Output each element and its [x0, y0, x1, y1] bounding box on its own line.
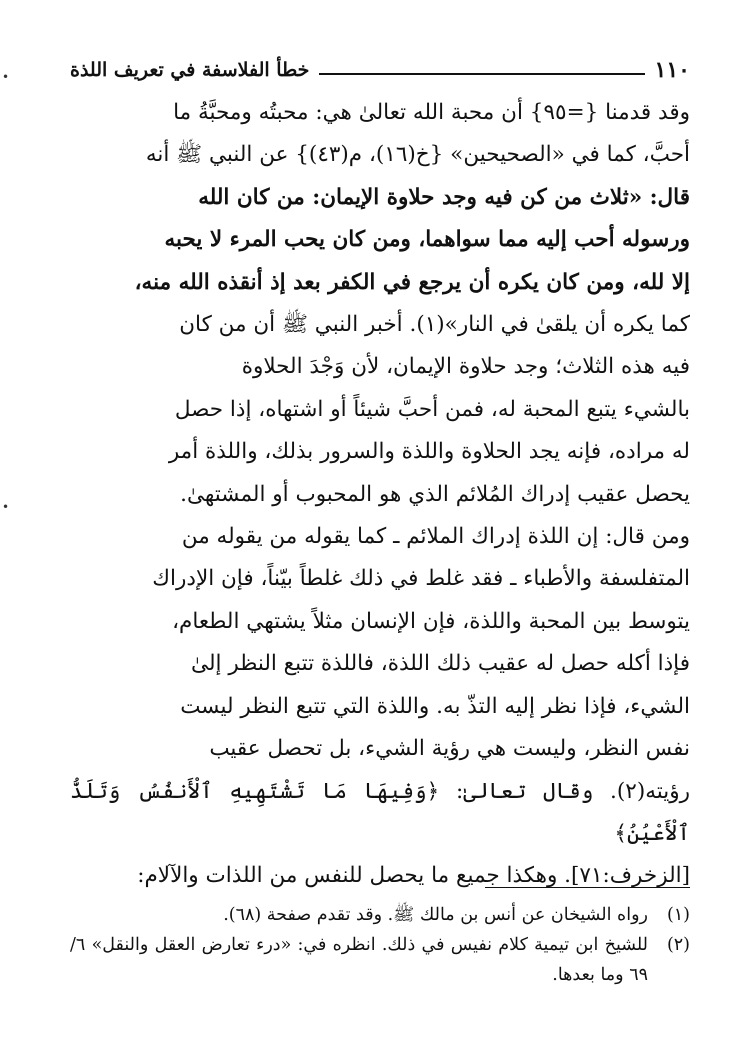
footnotes	[70, 900, 690, 990]
header-rule	[319, 73, 644, 75]
main-text	[70, 92, 690, 898]
text-line: [الزخرف:٧١]. وهكذا جميع ما يحصل للنفس من اللذات والآلام:	[137, 863, 690, 889]
text-line: يتوسط بين المحبة واللذة، فإن الإنسان مثلاً يشتهي الطعام،	[172, 608, 690, 634]
text-line: كما يكره أن يلقىٰ في النار»(١). أخبر النبي ﷺ أن من كان	[179, 312, 690, 338]
footnote-number: (١)	[666, 905, 690, 925]
footnote	[70, 900, 690, 930]
text-line: نفس النظر، وليست هي رؤية الشيء، بل تحصل عقيب	[209, 736, 690, 762]
text-line: قال: «ثلاث من كن فيه وجد حلاوة الإيمان: من كان الله	[198, 184, 690, 210]
text-line: الشيء، فإذا نظر إليه التذّ به. واللذة التي تتبع النظر ليست	[180, 693, 690, 719]
text-line: المتفلسفة والأطباء ـ فقد غلط في ذلك غلطاً بيّناً، فإن الإدراك	[152, 566, 690, 592]
text-line: وقد قدمنا {=٩٥} أن محبة الله تعالىٰ هي: محبتُه ومحبَّةُ ما	[173, 100, 690, 125]
text-line: فإذا أكله حصل له عقيب ذلك اللذة، فاللذة تتبع النظر إلىٰ	[191, 651, 690, 677]
margin-mark: •	[2, 70, 10, 84]
book-page	[70, 52, 690, 1042]
text-line: له مراده، فإنه يجد الحلاوة واللذة والسرور بذلك، واللذة أمر	[168, 439, 690, 465]
text-line: فيه هذه الثلاث؛ وجد حلاوة الإيمان، لأن وَجْدَ الحلاوة	[241, 354, 690, 380]
text-line: ومن قال: إن اللذة إدراك الملائم ـ كما يقوله من يقوله من	[181, 524, 690, 550]
footnote-number: (٢)	[666, 935, 690, 955]
page-number: ١١٠	[654, 57, 690, 83]
footnote-rule	[485, 887, 690, 888]
text-line: يحصل عقيب إدراك المُلائم الذي هو المحبوب أو المشتهىٰ.	[180, 481, 690, 507]
text-line: إلا لله، ومن كان يكره أن يرجع في الكفر بعد إذ أنقذه الله منه،	[134, 269, 690, 295]
text-line: ورسوله أحب إليه مما سواهما، ومن كان يحب المرء لا يحبه	[164, 227, 690, 253]
text-line: أحبَّ، كما في «الصحيحين» {خ(١٦)، م(٤٣)} عن النبي ﷺ أنه	[145, 142, 690, 168]
margin-mark: •	[2, 500, 10, 514]
footnote-text: رواه الشيخان عن أنس بن مالك ﷺ. وقد تقدم صفحة (٦٨).	[223, 905, 648, 925]
footnote	[70, 930, 690, 990]
running-title: خطأ الفلاسفة في تعريف اللذة	[70, 59, 310, 81]
text-line: رؤيته(٢). وقال تعالىٰ: ﴿وَفِيهَا مَا تَشْتَهِيهِ ٱلْأَنفُسُ وَتَلَذُّ ٱلْأَعْيُنُ﴾	[70, 778, 690, 846]
running-header	[70, 52, 690, 88]
text-line: بالشيء يتبع المحبة له، فمن أحبَّ شيئاً أو اشتهاه، إذا حصل	[174, 396, 690, 422]
footnote-text: للشيخ ابن تيمية كلام نفيس في ذلك. انظره في: «درء تعارض العقل والنقل» ٦/ ٦٩ وما بعدها.	[70, 935, 648, 985]
